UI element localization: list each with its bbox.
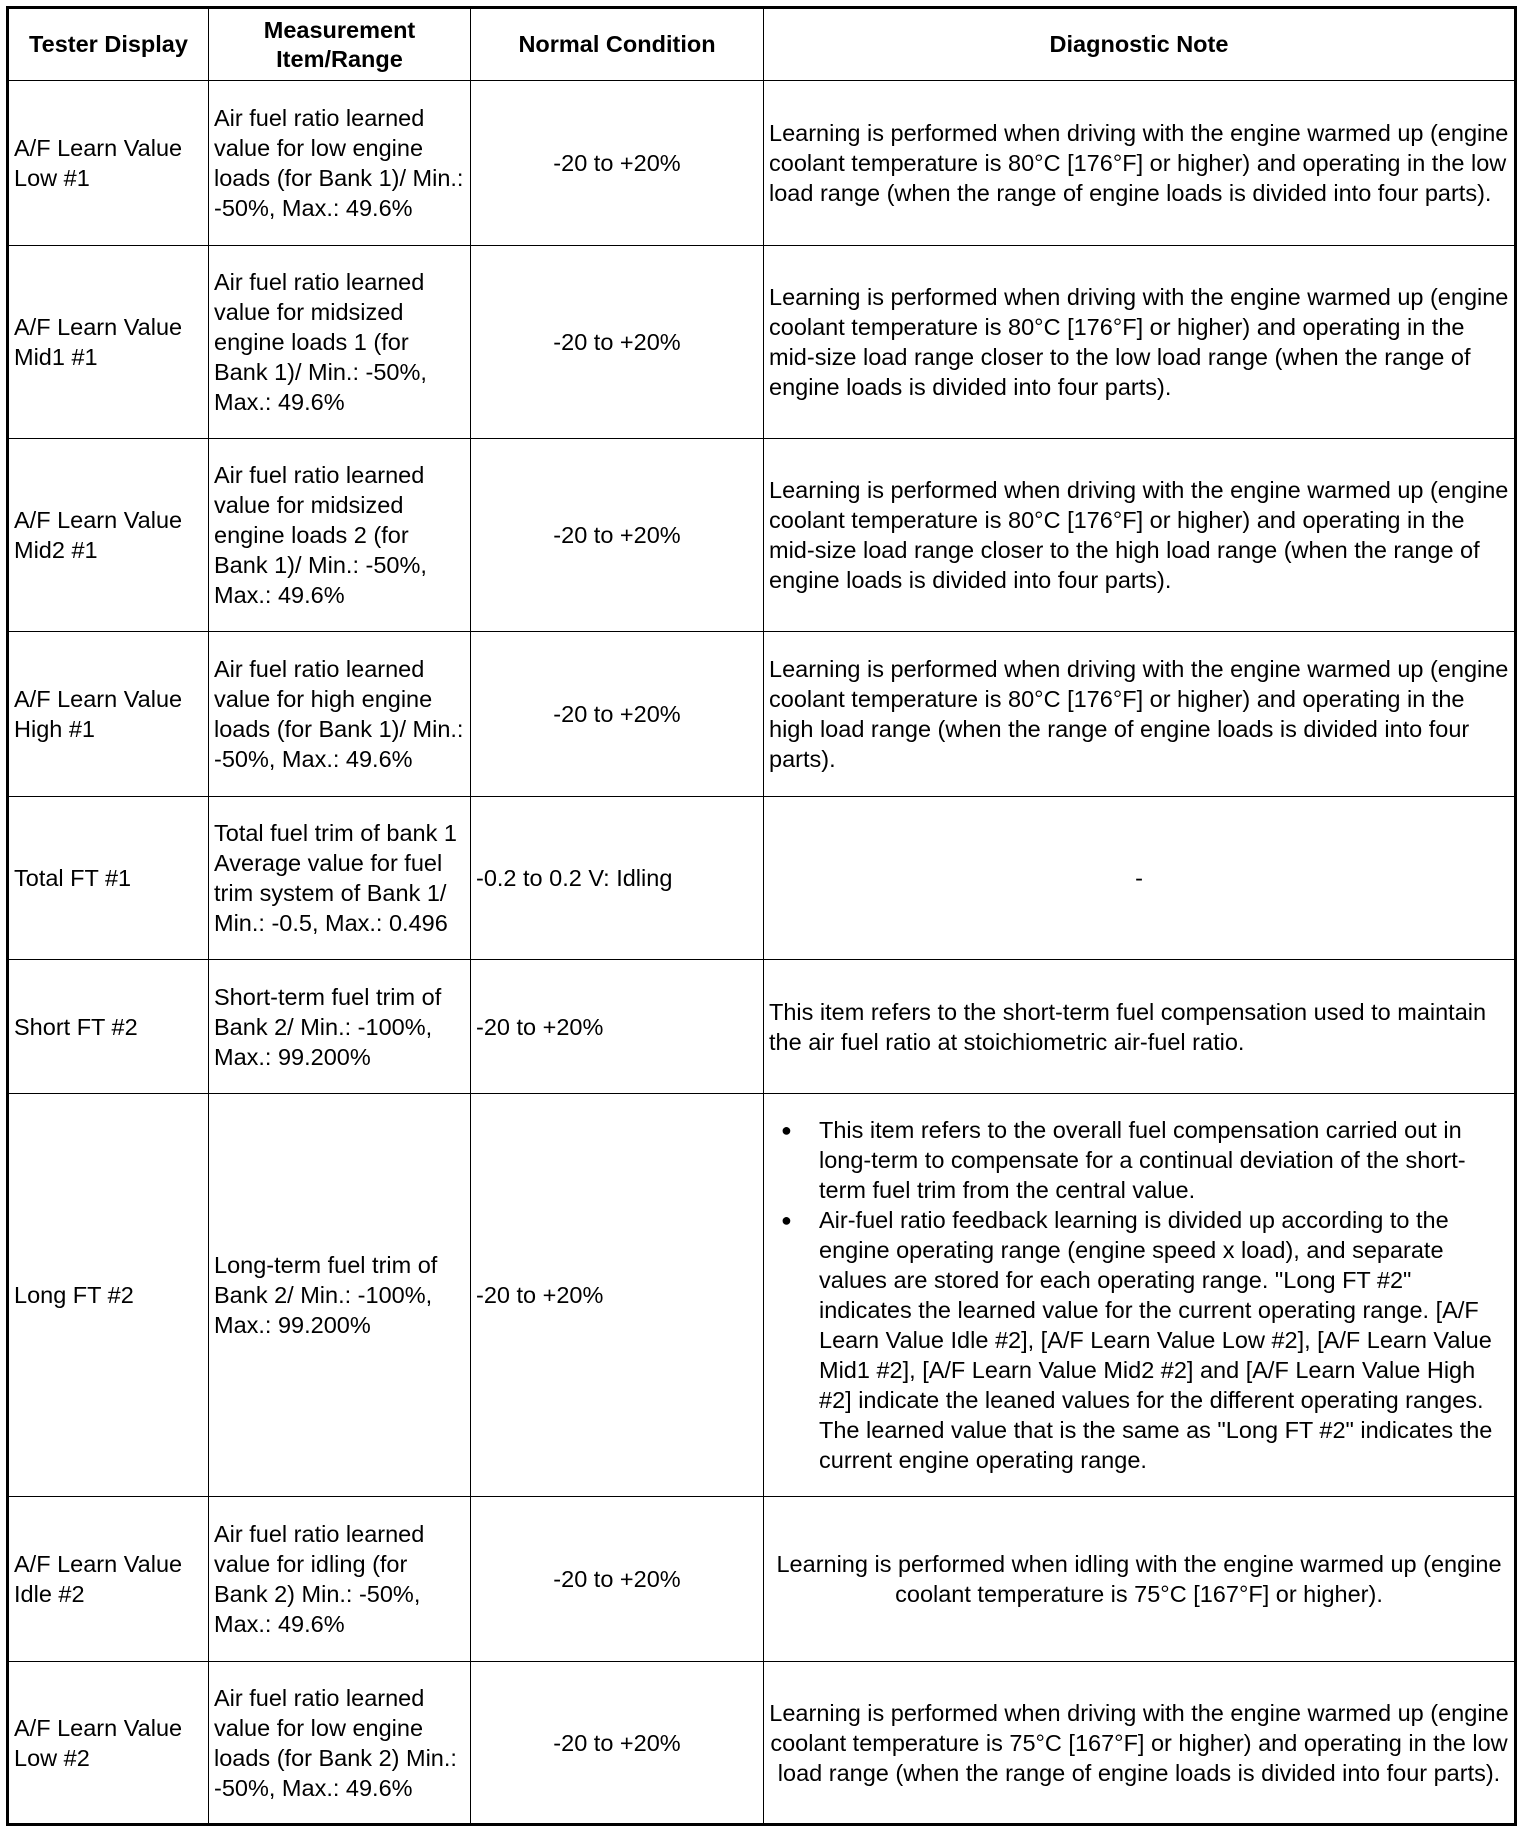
- cell-measurement-item: Air fuel ratio learned value for midsized engine loads 1 (for Bank 1)/ Min.: -50%, Max.: 49.6%: [209, 246, 471, 439]
- cell-tester-display: A/F Learn Value Mid1 #1: [8, 246, 209, 439]
- table-row: [8, 632, 1516, 797]
- cell-measurement-item: Air fuel ratio learned value for idling (for Bank 2) Min.: -50%, Max.: 49.6%: [209, 1497, 471, 1662]
- table-row: [8, 246, 1516, 439]
- note-bullet-list: [769, 1115, 1509, 1475]
- table-row: [8, 960, 1516, 1094]
- header-tester-display: Tester Display: [8, 8, 209, 81]
- header-diagnostic-note: Diagnostic Note: [764, 8, 1516, 81]
- table-row: [8, 81, 1516, 246]
- cell-diagnostic-note: [764, 1094, 1516, 1497]
- cell-measurement-item: Air fuel ratio learned value for midsized engine loads 2 (for Bank 1)/ Min.: -50%, Max.: 49.6%: [209, 439, 471, 632]
- cell-diagnostic-note: -: [764, 797, 1516, 960]
- cell-measurement-item: Air fuel ratio learned value for low engine loads (for Bank 1)/ Min.: -50%, Max.: 49.6%: [209, 81, 471, 246]
- cell-measurement-item: Long-term fuel trim of Bank 2/ Min.: -100%, Max.: 99.200%: [209, 1094, 471, 1497]
- cell-diagnostic-note: Learning is performed when idling with the engine warmed up (engine coolant temperature is 75°C [167°F] or higher).: [764, 1497, 1516, 1662]
- cell-diagnostic-note: Learning is performed when driving with the engine warmed up (engine coolant temperature is 80°C [176°F] or higher) and operating in the high load range (when the range of engine loads is divided into four parts).: [764, 632, 1516, 797]
- cell-measurement-item: Total fuel trim of bank 1 Average value for fuel trim system of Bank 1/ Min.: -0.5, Max.: 0.496: [209, 797, 471, 960]
- cell-normal-condition: -20 to +20%: [471, 632, 764, 797]
- cell-tester-display: Long FT #2: [8, 1094, 209, 1497]
- cell-normal-condition: -20 to +20%: [471, 439, 764, 632]
- cell-normal-condition: -20 to +20%: [471, 1094, 764, 1497]
- cell-diagnostic-note: Learning is performed when driving with the engine warmed up (engine coolant temperature is 80°C [176°F] or higher) and operating in the mid-size load range closer to the low load range (when the range of engine loads is divided into four parts).: [764, 246, 1516, 439]
- cell-tester-display: A/F Learn Value Low #2: [8, 1662, 209, 1825]
- table-row: [8, 1662, 1516, 1825]
- cell-normal-condition: -0.2 to 0.2 V: Idling: [471, 797, 764, 960]
- table-row: [8, 1094, 1516, 1497]
- cell-measurement-item: Short-term fuel trim of Bank 2/ Min.: -100%, Max.: 99.200%: [209, 960, 471, 1094]
- cell-measurement-item: Air fuel ratio learned value for low engine loads (for Bank 2) Min.: -50%, Max.: 49.6%: [209, 1662, 471, 1825]
- header-normal-condition: Normal Condition: [471, 8, 764, 81]
- cell-normal-condition: -20 to +20%: [471, 1662, 764, 1825]
- cell-tester-display: Short FT #2: [8, 960, 209, 1094]
- cell-normal-condition: -20 to +20%: [471, 81, 764, 246]
- cell-normal-condition: -20 to +20%: [471, 1497, 764, 1662]
- cell-normal-condition: -20 to +20%: [471, 960, 764, 1094]
- cell-diagnostic-note: Learning is performed when driving with the engine warmed up (engine coolant temperature is 80°C [176°F] or higher) and operating in the mid-size load range closer to the high load range (when the range of engine loads is divided into four parts).: [764, 439, 1516, 632]
- note-bullet: ● This item refers to the overall fuel compensation carried out in long-term to compensate for a continual deviation of the short-term fuel trim from the central value.: [819, 1115, 1509, 1205]
- header-measurement-item: Measurement Item/Range: [209, 8, 471, 81]
- cell-measurement-item: Air fuel ratio learned value for high engine loads (for Bank 1)/ Min.: -50%, Max.: 49.6%: [209, 632, 471, 797]
- table-row: [8, 797, 1516, 960]
- table-row: [8, 1497, 1516, 1662]
- cell-normal-condition: -20 to +20%: [471, 246, 764, 439]
- cell-tester-display: A/F Learn Value Idle #2: [8, 1497, 209, 1662]
- cell-tester-display: Total FT #1: [8, 797, 209, 960]
- cell-tester-display: A/F Learn Value Low #1: [8, 81, 209, 246]
- cell-tester-display: A/F Learn Value High #1: [8, 632, 209, 797]
- cell-diagnostic-note: Learning is performed when driving with the engine warmed up (engine coolant temperature is 80°C [176°F] or higher) and operating in the low load range (when the range of engine loads is divided into four parts).: [764, 81, 1516, 246]
- table-row: [8, 439, 1516, 632]
- cell-diagnostic-note: This item refers to the short-term fuel compensation used to maintain the air fuel ratio at stoichiometric air-fuel ratio.: [764, 960, 1516, 1094]
- cell-diagnostic-note: Learning is performed when driving with the engine warmed up (engine coolant temperature is 75°C [167°F] or higher) and operating in the low load range (when the range of engine loads is divided into four parts).: [764, 1662, 1516, 1825]
- note-bullet: ● Air-fuel ratio feedback learning is divided up according to the engine operating range (engine speed x load), and separate values are stored for each operating range. "Long FT #2" indicates the learned value for the current operating range. [A/F Learn Value Idle #2], [A/F Learn Value Low #2], [A/F Learn Value Mid1 #2], [A/F Learn Value Mid2 #2] and [A/F Learn Value High #2] indicate the leaned values for the different operating ranges. The learned value that is the same as "Long FT #2" indicates the current engine operating range.: [819, 1205, 1509, 1475]
- header-row: [8, 8, 1516, 81]
- cell-tester-display: A/F Learn Value Mid2 #1: [8, 439, 209, 632]
- diagnostic-table: [6, 6, 1517, 1826]
- diagnostic-data-sheet: [6, 6, 1514, 1814]
